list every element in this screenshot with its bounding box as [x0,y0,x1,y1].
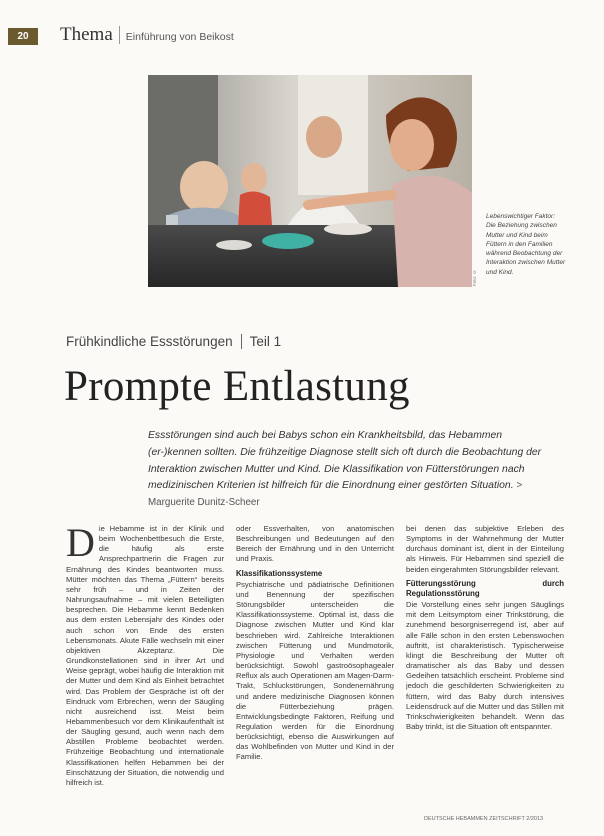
article-lead [148,428,554,512]
body-column-2 [236,524,394,824]
drop-cap: D [66,524,95,565]
kicker-part: Teil 1 [249,334,282,349]
lead-text: Essstörungen sind auch bei Babys schon ein Krankheitsbild, das Hebammen (er-)kennen sollten. Die frühzeitige Diagnose stellt sich oft durch die Beobachtung der Interaktion zwischen Mutter und Kind. Die Klassifikation von Fütterstörungen nach medizinischen Kriterien ist hilfreich für die Einordnung einer gestörten Situation. [148,430,542,492]
running-header [60,24,234,46]
feature-photo [148,75,472,287]
section-topic: Einführung von Beikost [125,31,234,43]
kicker-label: Frühkindliche Essstörungen [66,334,233,349]
body-paragraph: oder Essverhalten, von anatomischen Beschreibungen und Bedeutungen auf den Bereich der Ernährung und in den Unterricht und Praxis. [236,524,394,564]
body-paragraph: ie Hebamme ist in der Klinik und beim Wochenbettbesuch die Erste, die häufig als erste Ansprechpartnerin die Fragen zur Ernährung des Kindes beantworten muss. Mütter möchten das Thema „Füttern“ bereits sehr früh – und in Zeiten der Nahrungsaufnahme – mit vielen Beteiligten besprechen. Die Hebamme kennt Bedenken aus dem ersten Lebensjahr des Kindes oder auch schon von Ende des ersten Lebensmonats. Akute Fälle wechseln mit einer objektiven Akzeptanz. Die Grundkonstellationen sind in ihrer Art und Weise geprägt, wobei häufig die Interaktion mit der Mutter und dem Kind als Einheit betrachtet wird. Das Problem der Gespräche ist oft der Eindruck vom Erbrechen, wenn der Säugling nicht ausreichend isst. Meist beim Hebammenbesuch vor dem Klinikaufenthalt ist der Säugling gesund, auch wenn nach dem Abstillen Probleme beobachtet werden. Frühzeitige Beobachtung und internationale Klassifikationen helfen Hebammen bei der Einschätzung der Situation, die notwendig und hilfreich ist. [66,524,224,787]
article-body [66,524,564,824]
photo-caption: Lebenswichtiger Faktor: Die Beziehung zwischen Mutter und Kind beim Füttern in den Familien während Beobachtung der Interaktion zwischen Mutter und Kind. [486,213,566,276]
body-paragraph: Die Vorstellung eines sehr jungen Säuglings mit dem Leitsymptom einer Trinkstörung, die zunehmend besorgniserregend ist, aber auf alle Fälle schon in den ersten Lebenswochen auftritt, ist charakteristisch. Typischerweise klingt die Beschreibung der Mutter oft dramatischer als das Baby und dessen Gedeihen tatsächlich erscheint. Probleme sind jedoch die geschilderten Schwierigkeiten zu füttern, wird das Baby durch intensives Leidensdruck auf die Mutter und das Stillen mit Trinkschwierigkeiten behandelt. Wenn das Baby trinkt, ist die Situation oft entspannter. [406,600,564,731]
subheading: Fütterungsstörung durch Regulationsstörung [406,578,564,598]
page-footer: DEUTSCHE HEBAMMEN ZEITSCHRIFT 2/2013 [424,816,544,822]
header-divider [119,26,120,44]
author-byline: > Marguerite Dunitz-Scheer [148,480,523,509]
article-headline: Prompte Entlastung [64,363,410,410]
photo-credit: Foto: © [472,269,477,286]
body-column-1 [66,524,224,824]
feature-photo-illustration [148,75,472,287]
page-number: 20 [8,28,38,45]
subheading: Klassifikationssysteme [236,568,323,578]
body-paragraph: bei denen das subjektive Erleben des Symptoms in der Wahrnehmung der Mutter durchaus dominant ist, dient in der Einteilung als Hinweis. Für Hebammen sind speziell die beiden eingerahmten Störungsbilder relevant. [406,524,564,574]
body-column-3 [406,524,564,824]
section-title: Thema [60,24,113,45]
article-kicker [66,334,281,349]
kicker-divider [241,334,242,349]
body-paragraph: Psychiatrische und pädiatrische Definitionen und Benennung der spezifischen Störungsbilder unterscheiden die Klassifikationssysteme. Optimal ist, dass die Diagnose zwischen Mutter und Kind klar beschrieben wird. Zahlreiche Interaktionen zwischen Fütterung und Mundmotorik, Physiologie und Verhalten werden berücksichtigt. Sowohl gastroösophagealer Reflux als auch Operationen am Magen-Darm-Trakt, Schluckstörungen, Sondenernährung und andere medizinische Diagnosen können die Fütterbeziehung prägen. Entwicklungsbedingte Faktoren, Reifung und Regulation werden für die Einordnung berücksichtigt, ebenso die Auswirkungen auf das Wohlbefinden von Mutter und Kind in der Familie. [236,579,394,762]
